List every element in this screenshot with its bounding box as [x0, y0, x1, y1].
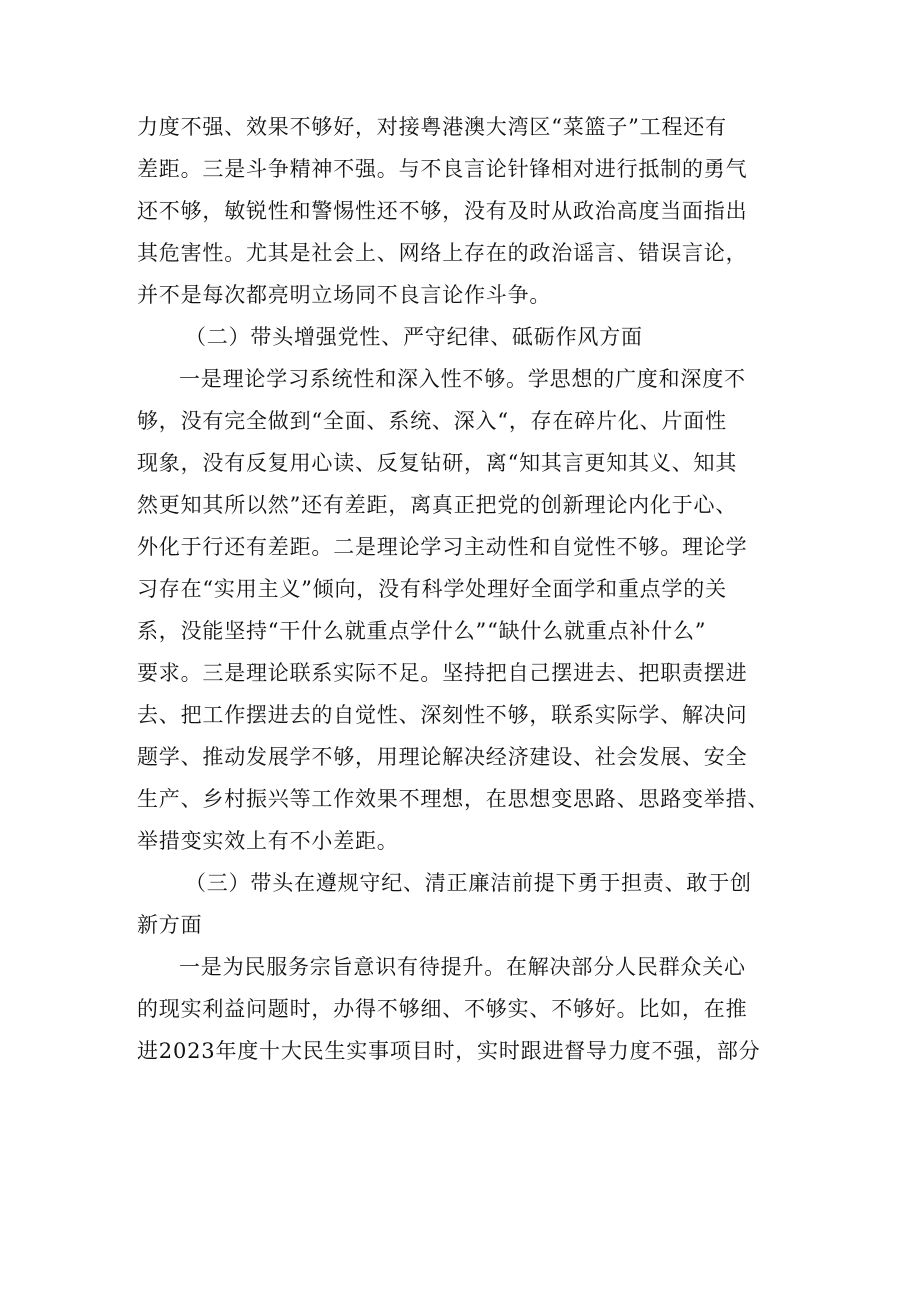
paragraph-line: 题学、推动发展学不够，用理论解决经济建设、社会发展、安全 [137, 745, 748, 769]
paragraph-line: 举措变实效上有不小差距。 [137, 829, 399, 853]
paragraph-line: 力度不强、效果不够好，对接粤港澳大湾区“菜篮子”工程还有 [137, 115, 727, 139]
paragraph-line: 一是理论学习系统性和深入性不够。学思想的广度和深度不 [179, 367, 746, 391]
paragraph-line: 够，没有完全做到“全面、系统、深入“，存在碎片化、片面性 [137, 409, 727, 433]
section-heading-continuation: 新方面 [137, 913, 203, 937]
paragraph-line: 的现实利益问题时，办得不够细、不够实、不够好。比如，在推 [137, 997, 748, 1021]
paragraph-line: 还不够，敏锐性和警惕性还不够，没有及时从政治高度当面指出 [137, 199, 748, 223]
section-heading: （二）带头增强党性、严守纪律、砥砺作风方面 [185, 325, 643, 349]
paragraph-line: 现象，没有反复用心读、反复钻研，离“知其言更知其义、知其 [137, 451, 738, 475]
paragraph-line: 去、把工作摆进去的自觉性、深刻性不够，联系实际学、解决问 [137, 703, 748, 727]
paragraph-line: 并不是每次都亮明立场同不良言论作斗争。 [137, 283, 552, 307]
paragraph-line: 习存在“实用主义”倾向，没有科学处理好全面学和重点学的关 [137, 577, 727, 601]
paragraph-line: 一是为民服务宗旨意识有待提升。在解决部分人民群众关心 [179, 955, 746, 979]
paragraph-line: 进2023年度十大民生实事项目时，实时跟进督导力度不强，部分 [137, 1039, 761, 1063]
paragraph-line: 系，没能坚持“干什么就重点学什么”“缺什么就重点补什么” [137, 619, 707, 643]
paragraph-line: 外化于行还有差距。二是理论学习主动性和自觉性不够。理论学 [137, 535, 748, 559]
paragraph-line: 生产、乡村振兴等工作效果不理想，在思想变思路、思路变举措、 [137, 787, 770, 811]
paragraph-line: 其危害性。尤其是社会上、网络上存在的政治谣言、错误言论， [137, 241, 748, 265]
section-heading: （三）带头在遵规守纪、清正廉洁前提下勇于担责、敢于创 [185, 871, 752, 895]
paragraph-line: 差距。三是斗争精神不强。与不良言论针锋相对进行抵制的勇气 [137, 157, 748, 181]
document-body [137, 106, 787, 1072]
paragraph-line: 然更知其所以然”还有差距，离真正把党的创新理论内化于心、 [137, 493, 738, 517]
paragraph-line: 要求。三是理论联系实际不足。坚持把自己摆进去、把职责摆进 [137, 661, 748, 685]
